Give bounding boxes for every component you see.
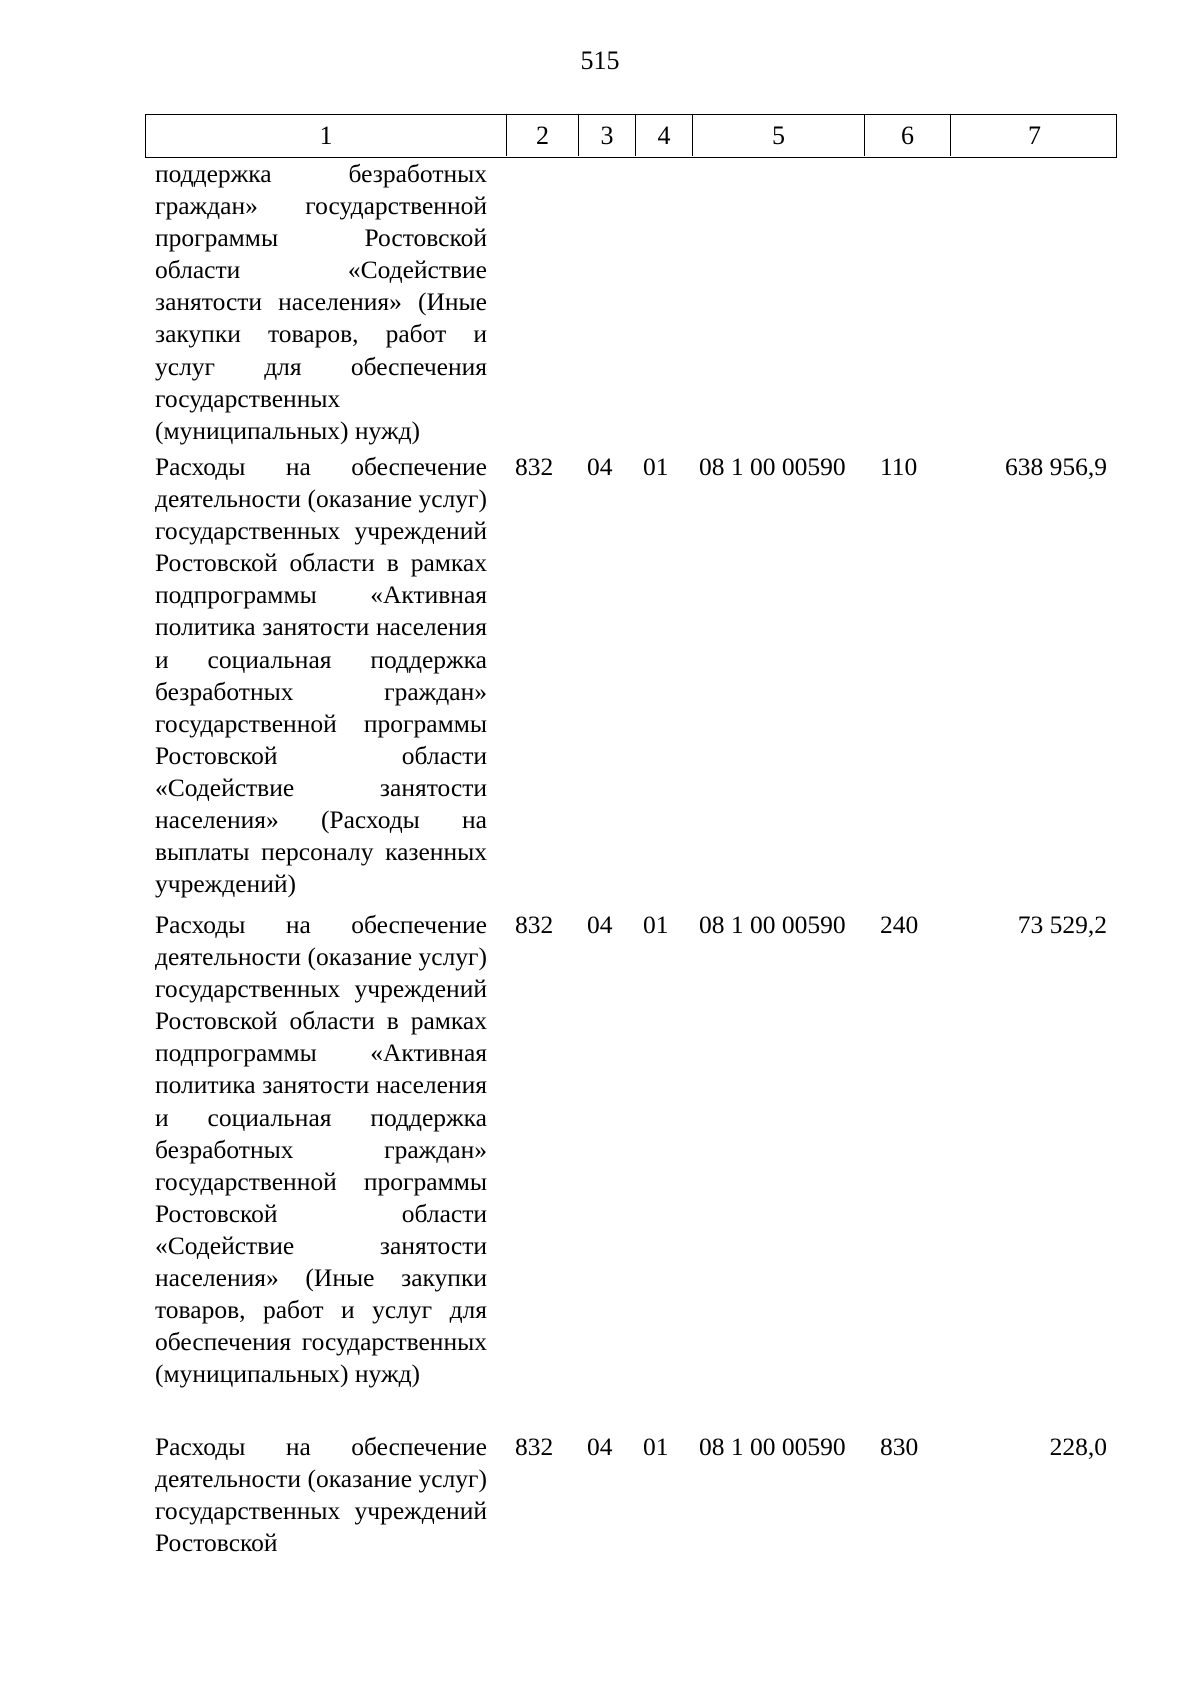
row-col-4: 01 xyxy=(643,910,669,939)
row-col-6: 830 xyxy=(880,1432,919,1461)
row-col-3: 04 xyxy=(587,910,613,939)
header-col-1: 1 xyxy=(319,121,333,150)
table-row xyxy=(145,909,1117,1431)
row-col-4: 01 xyxy=(643,1432,669,1461)
row-col-6: 110 xyxy=(880,452,918,481)
table-row xyxy=(145,158,1117,451)
row-description: поддержка безработных граждан» государственной программы Ростовской области «Содействие занятости населения» (Иные закупки товаров, работ и услуг для обеспечения государственных (муниципальных) нужд) xyxy=(155,159,487,445)
row-col-7: 73 529,2 xyxy=(1017,910,1107,939)
row-col-5: 08 1 00 00590 xyxy=(699,910,846,939)
row-col-2: 832 xyxy=(515,1432,554,1461)
row-col-7: 638 956,9 xyxy=(1005,452,1107,481)
row-col-4: 01 xyxy=(643,452,669,481)
row-col-2: 832 xyxy=(515,452,554,481)
row-description: Расходы на обеспечение деятельности (оказание услуг) государственных учреждений Ростовской области в рамках подпрограммы «Активная политика занятости населения и социальная поддержка безработных граждан» государственной программы Ростовской области «Содействие занятости населения» (Расходы на выплаты персоналу казенных учреждений) xyxy=(155,452,487,899)
header-col-2: 2 xyxy=(506,115,578,156)
row-col-3: 04 xyxy=(587,452,613,481)
row-col-5: 08 1 00 00590 xyxy=(699,452,846,481)
header-col-4: 4 xyxy=(635,115,692,156)
row-col-5: 08 1 00 00590 xyxy=(699,1432,846,1461)
row-description: Расходы на обеспечение деятельности (оказание услуг) государственных учреждений Ростовской области в рамках подпрограммы «Активная политика занятости населения и социальная поддержка безработных граждан» государственной программы Ростовской области «Содействие занятости населения» (Иные закупки товаров, работ и услуг для обеспечения государственных (муниципальных) нужд) xyxy=(155,910,487,1389)
header-col-6: 6 xyxy=(864,115,950,156)
page-number: 515 xyxy=(580,46,620,75)
row-col-2: 832 xyxy=(515,910,554,939)
budget-table xyxy=(145,114,1117,1571)
table-row xyxy=(145,1431,1117,1571)
header-col-5: 5 xyxy=(692,115,864,156)
row-description: Расходы на обеспечение деятельности (оказание услуг) государственных учреждений Ростовской xyxy=(155,1432,487,1558)
row-col-7: 228,0 xyxy=(1049,1432,1107,1461)
table-row xyxy=(145,451,1117,909)
row-col-6: 240 xyxy=(880,910,919,939)
table-header-row xyxy=(145,114,1117,158)
row-col-3: 04 xyxy=(587,1432,613,1461)
header-col-3: 3 xyxy=(578,115,635,156)
header-col-7: 7 xyxy=(950,115,1118,156)
